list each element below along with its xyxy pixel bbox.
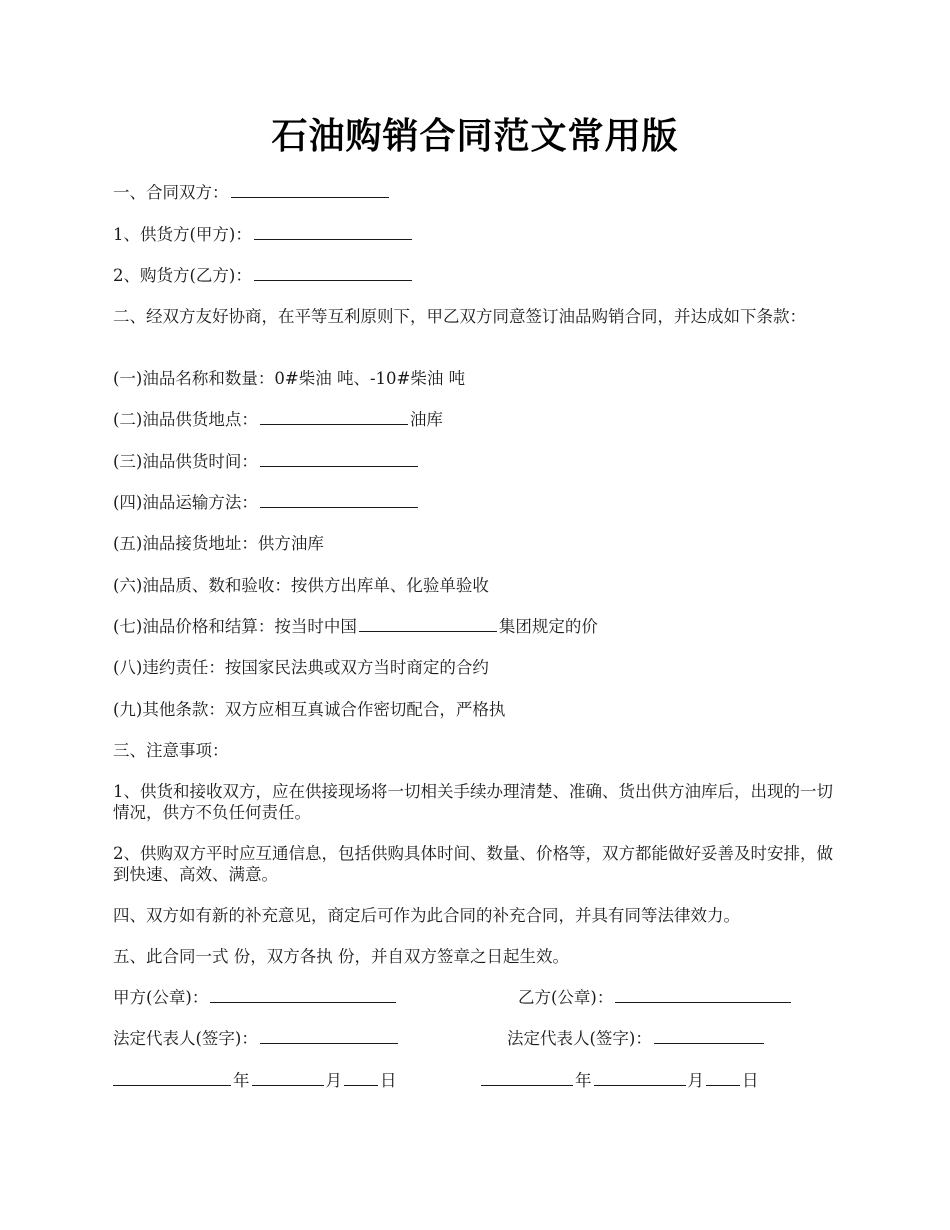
date-a-year-blank [113, 1070, 231, 1086]
clause-transport [113, 492, 843, 513]
supply-location-suffix: 油库 [409, 410, 443, 429]
section-supplement: 四、双方如有新的补充意见，商定后可作为此合同的补充合同，并具有同等法律效力。 [113, 906, 740, 925]
buyer-label: 2、购货方(乙方)： [113, 266, 252, 285]
party-b-seal-blank [615, 987, 791, 1003]
date-b [481, 1070, 759, 1091]
rep-b-label: 法定代表人(签字)： [507, 1029, 652, 1048]
parties-blank [231, 182, 389, 198]
date-a-year: 年 [233, 1071, 250, 1090]
clause-liability: (八)违约责任：按国家民法典或双方当时商定的合约 [113, 658, 489, 677]
clause-supply-time [113, 451, 843, 472]
section-notes: 三、注意事项： [113, 741, 229, 760]
clause-quality-inspection: (六)油品质、数和验收：按供方出库单、化验单验收 [113, 576, 489, 595]
date-a-month: 月 [325, 1071, 342, 1090]
supplier-label: 1、供货方(甲方)： [113, 225, 252, 244]
date-a [113, 1070, 397, 1091]
note-1: 1、供货和接收双方，应在供接现场将一切相关手续办理清楚、准确、货出供方油库后，出现的一切情况，供方不负任何责任。 [113, 782, 833, 822]
date-b-year: 年 [575, 1071, 592, 1090]
clause-price-settlement [113, 616, 843, 637]
rep-a-blank [260, 1028, 398, 1044]
clause-supply-location [113, 409, 843, 430]
date-b-year-blank [481, 1070, 573, 1086]
transport-blank [260, 492, 418, 508]
rep-a-label: 法定代表人(签字)： [113, 1029, 258, 1048]
party-b-seal [518, 987, 793, 1008]
clause-other: (九)其他条款：双方应相互真诚合作密切配合，严格执 [113, 700, 506, 719]
supply-time-blank [260, 451, 418, 467]
section-parties-label: 一、合同双方： [113, 183, 229, 202]
section-parties [113, 182, 843, 203]
price-label: (七)油品价格和结算：按当时中国 [113, 617, 357, 636]
party-a-seal-label: 甲方(公章)： [113, 988, 209, 1007]
supplier-line [113, 224, 843, 245]
clause-product-quantity: (一)油品名称和数量：0#柴油 吨、-10#柴油 吨 [113, 369, 466, 388]
party-a-seal-blank [210, 987, 396, 1003]
price-blank [359, 616, 497, 632]
rep-b-blank [654, 1028, 764, 1044]
date-a-day-blank [344, 1070, 378, 1086]
section-effective: 五、此合同一式 份，双方各执 份，并自双方签章之日起生效。 [113, 947, 569, 966]
buyer-blank [254, 265, 412, 281]
supply-time-label: (三)油品供货时间： [113, 452, 258, 471]
party-a-seal [113, 987, 398, 1008]
date-b-month-blank [594, 1070, 686, 1086]
date-b-day-blank [706, 1070, 740, 1086]
clause-delivery-address: (五)油品接货地址：供方油库 [113, 534, 324, 553]
party-b-seal-label: 乙方(公章)： [518, 988, 614, 1007]
rep-b [507, 1028, 766, 1049]
rep-a [113, 1028, 400, 1049]
supply-location-blank [260, 409, 408, 425]
date-b-day: 日 [742, 1071, 759, 1090]
date-b-month: 月 [687, 1071, 704, 1090]
date-a-month-blank [252, 1070, 324, 1086]
supply-location-label: (二)油品供货地点： [113, 410, 258, 429]
section-terms-intro: 二、经双方友好协商，在平等互利原则下，甲乙双方同意签订油品购销合同，并达成如下条款： [113, 307, 806, 326]
date-a-day: 日 [380, 1071, 397, 1090]
buyer-line [113, 265, 843, 286]
transport-label: (四)油品运输方法： [113, 493, 258, 512]
supplier-blank [254, 224, 412, 240]
note-2: 2、供购双方平时应互通信息，包括供购具体时间、数量、价格等，双方都能做好妥善及时安排，做到快速、高效、满意。 [113, 844, 833, 884]
document-title: 石油购销合同范文常用版 [271, 115, 679, 157]
price-suffix: 集团规定的价 [498, 617, 598, 636]
